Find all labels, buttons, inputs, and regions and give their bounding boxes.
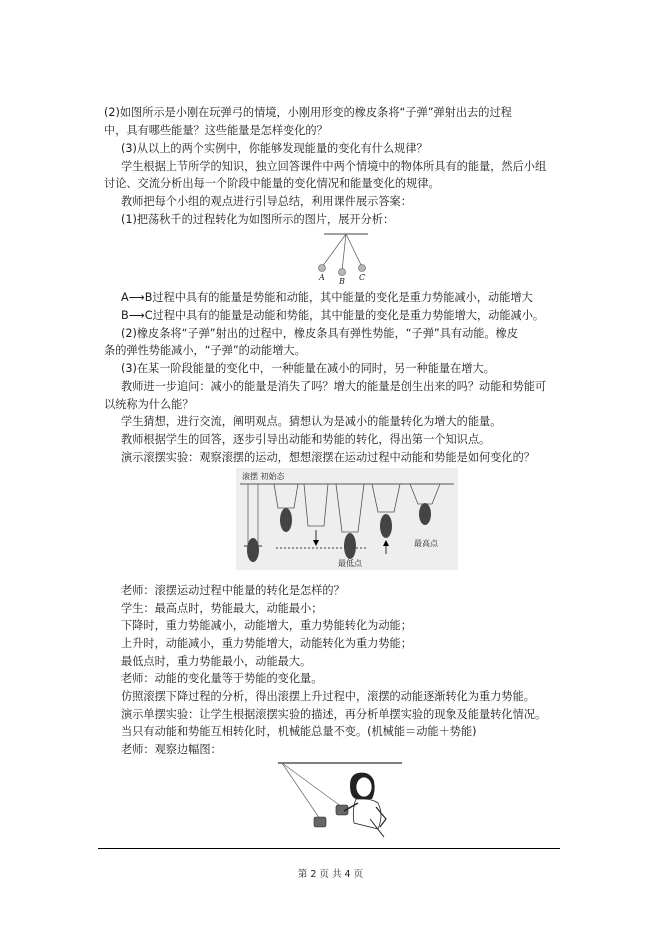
paragraph-24: 仿照滚摆下降过程的分析，得出滚摆上升过程中，滚摆的动能逐渐转化为重力势能。 <box>121 690 535 703</box>
paragraph-11: 条的弹性势能减小，“子弹”的动能增大。 <box>104 344 306 357</box>
paragraph-20: 下降时，重力势能减小，动能增大，重力势能转化为动能； <box>121 619 412 632</box>
paragraph-22: 最低点时，重力势能最小，动能最大。 <box>121 655 312 668</box>
paragraph-10: (2)橡皮条将“子弹”射出的过程中，橡皮条具有弹性势能，“子弹”具有动能。橡皮 <box>121 327 519 340</box>
paragraph-25: 演示单摆实验：让学生根据滚摆实验的描述，再分析单摆实验的现象及能量转化情况。 <box>121 708 547 721</box>
pendulum-label-b: B <box>339 277 345 286</box>
paragraph-1: (2)如图所示是小刚在玩弹弓的情境，小刚用形变的橡皮条将“子弹”弹射出去的过程 <box>104 106 512 119</box>
paragraph-16: 教师根据学生的回答，逐步引导出动能和势能的转化，得出第一个知识点。 <box>121 433 491 446</box>
paragraph-19: 学生：最高点时，势能最大，动能最小； <box>121 602 323 615</box>
paragraph-13: 教师进一步追问：减小的能量是消失了吗？增大的能量是创生出来的吗？动能和势能可 <box>121 380 547 393</box>
pendulum-label-a: A <box>319 273 325 282</box>
maxwell-label-initial: 滚摆 初始态 <box>242 472 285 481</box>
paragraph-15: 学生猜想，进行交流，阐明观点。猜想认为是减小的能量转化为增大的能量。 <box>121 415 502 428</box>
teacher-pendulum-figure <box>274 757 406 839</box>
paragraph-9: B⟶C过程中具有的能量是动能和势能，其中能量的变化是重力势能增大，动能减小。 <box>121 309 545 322</box>
teacher-illustration <box>344 773 386 837</box>
maxwell-label-lowest: 最低点 <box>338 559 362 568</box>
paragraph-23: 老师：动能的变化量等于势能的变化量。 <box>121 672 323 685</box>
paragraph-5: 讨论、交流分析出每一个阶段中能量的变化情况和能量变化的规律。 <box>104 177 440 190</box>
maxwell-label-highest: 最高点 <box>414 539 438 548</box>
pendulum-label-c: C <box>359 273 366 282</box>
paragraph-21: 上升时，动能减小，重力势能增大，动能转化为重力势能； <box>121 637 412 650</box>
paragraph-7: (1)把荡秋千的过程转化为如图所示的图片，展开分析： <box>121 213 395 226</box>
paragraph-8: A⟶B过程中具有的能量是势能和动能，其中能量的变化是重力势能减小，动能增大 <box>121 291 533 304</box>
paragraph-3: (3)从以上的两个实例中，你能够发现能量的变化有什么规律？ <box>121 142 428 155</box>
paragraph-14: 以统称为什么能？ <box>104 398 194 411</box>
paragraph-27: 老师：观察边幅图： <box>121 743 222 756</box>
pendulum-figure <box>308 232 384 288</box>
paragraph-26: 当只有动能和势能互相转化时，机械能总量不变。(机械能＝动能＋势能) <box>121 725 477 738</box>
paragraph-17: 演示滚摆实验：观察滚摆的运动，想想滚摆在运动过程中动能和势能是如何变化的？ <box>121 451 535 464</box>
paragraph-4: 学生根据上节所学的知识，独立回答课件中两个情境中的物体所具有的能量，然后小组 <box>121 160 547 173</box>
paragraph-2: 中，具有哪些能量？这些能量是怎样变化的？ <box>104 124 328 137</box>
maxwell-wheel-figure <box>236 468 458 570</box>
paragraph-12: (3)在某一阶段能量的变化中，一种能量在减小的同时，另一种能量在增大。 <box>121 362 495 375</box>
footer-divider <box>98 848 560 849</box>
paragraph-6: 教师把每个小组的观点进行引导总结，利用课件展示答案： <box>121 195 412 208</box>
paragraph-18: 老师：滚摆运动过程中能量的转化是怎样的？ <box>121 584 345 597</box>
page-footer: 第 2 页 共 4 页 <box>297 869 364 880</box>
